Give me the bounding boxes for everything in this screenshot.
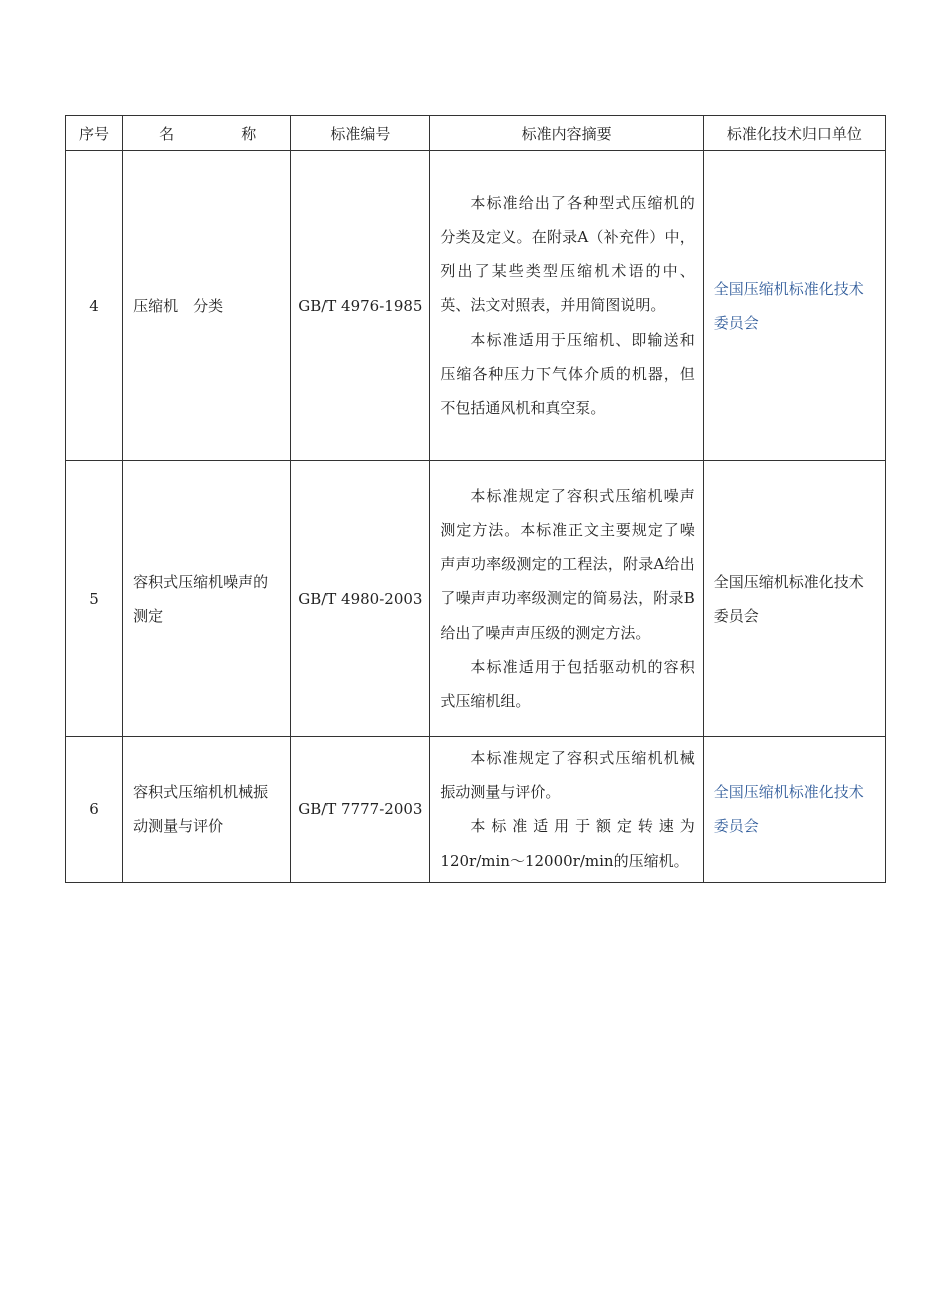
row-summary-paragraph: 本标准规定了容积式压缩机噪声测定方法。本标准正文主要规定了噪声声功率级测定的工程法，附录A给出了噪声声功率级测定的简易法，附录B给出了噪声声压级的测定方法。 [440,486,695,642]
row-unit: 全国压缩机标准化技术委员会 [703,461,885,737]
row-code: GB/T 4980-2003 [291,461,430,737]
row-summary-paragraph: 本标准适用于额定转速为120r/min～12000r/min的压缩机。 [440,817,695,870]
row-name: 压缩机 分类 [123,151,291,461]
header-code: 标准编号 [291,116,430,151]
header-seq: 序号 [66,116,123,151]
row-seq: 5 [66,461,123,737]
table-row [66,461,886,737]
header-name-left: 名 [159,124,175,143]
row-code: GB/T 7777-2003 [291,737,430,883]
table-row [66,737,886,883]
header-unit: 标准化技术归口单位 [703,116,885,151]
standards-table [65,115,886,883]
row-summary [430,737,703,883]
row-summary-paragraph: 本标准规定了容积式压缩机机械振动测量与评价。 [440,749,695,802]
row-summary-paragraph: 本标准适用于包括驱动机的容积式压缩机组。 [440,657,695,710]
row-summary-paragraph: 本标准给出了各种型式压缩机的分类及定义。在附录A（补充件）中，列出了某些类型压缩机术语的中、英、法文对照表，并用简图说明。 [440,193,695,315]
row-name: 容积式压缩机机械振动测量与评价 [123,737,291,883]
row-summary [430,151,703,461]
row-summary-paragraph: 本标准适用于压缩机、即输送和压缩各种压力下气体介质的机器，但不包括通风机和真空泵。 [440,330,695,417]
row-unit: 全国压缩机标准化技术委员会 [703,737,885,883]
row-unit: 全国压缩机标准化技术委员会 [703,151,885,461]
header-summary: 标准内容摘要 [430,116,703,151]
header-name-right: 称 [241,124,257,143]
header-name [123,116,291,151]
row-name: 容积式压缩机噪声的测定 [123,461,291,737]
row-code: GB/T 4976-1985 [291,151,430,461]
row-seq: 6 [66,737,123,883]
row-summary [430,461,703,737]
table-row [66,151,886,461]
table-header-row [66,116,886,151]
row-seq: 4 [66,151,123,461]
